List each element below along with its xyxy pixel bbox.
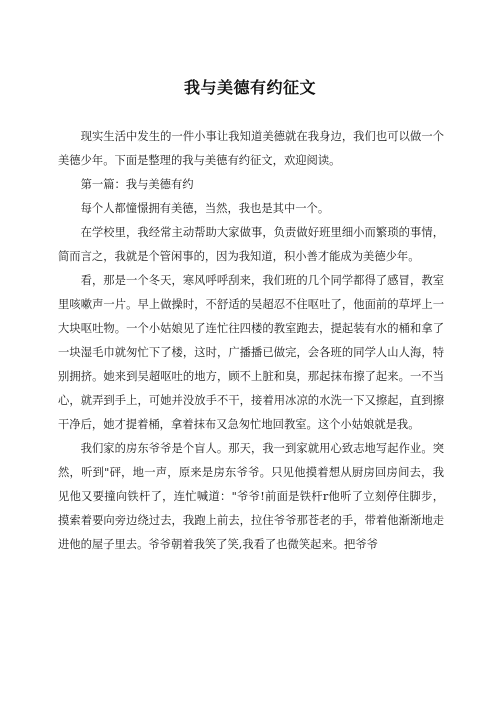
paragraph-opening: 每个人都憧憬拥有美德，当然，我也是其中一个。 [80,202,330,215]
paragraph-landlord-story: 我们家的房东爷爷是个盲人。那天，我一到家就用心致志地写起作业。突然，听到"砰，地一声，原来是房东爷爷。只见他摸着想从厨房回房间去，我见他又要撞向铁杆了，连忙喊道："爷爷!前面是铁杆r他听了立刻停住脚步，摸索着要向旁边绕过去，我跑上前去，拉住爷爷那苍老的手，带着他渐渐地走进他的屋子里去。爷爷朝着我笑了笑,我看了也微笑起来。把爷爷 [58,442,444,551]
document-body [58,125,444,557]
paragraph-winter-story: 看，那是一个冬天，寒风呼呼刮来，我们班的几个同学都得了感冒，教室里咳嗽声一片。早上做操时，不舒适的吴超忍不住呕吐了，他面前的草坪上一大块呕吐物。一个小姑娘见了连忙往四楼的教室跑去，提起装有水的桶和拿了一块湿毛巾就匆忙下了楼，这时，广播播已做完，会各班的同学人山人海，特别拥挤。她来到吴超呕吐的地方，顾不上脏和臭，那起抹布擦了起来。一不当心，就弄到手上，可她并没放手不干，接着用冰凉的水洗一下又擦起，直到擦干净后，她才提着桶，拿着抹布又急匆忙地回教室。这个小姑娘就是我。 [58,274,444,431]
paragraph-section-heading: 第一篇：我与美德有约 [80,178,194,191]
paragraph-school: 在学校里，我经常主动帮助大家做事，负责做好班里细小而繁琐的事情，简而言之，我就是个管闲事的，因为我知道，积小善才能成为美德少年。 [58,226,444,263]
paragraph-intro: 现实生活中发生的一件小事让我知道美德就在我身边，我们也可以做一个美德少年。下面是整理的我与美德有约征文，欢迎阅读。 [58,130,444,167]
document-title: 我与美德有约征文 [183,78,316,97]
